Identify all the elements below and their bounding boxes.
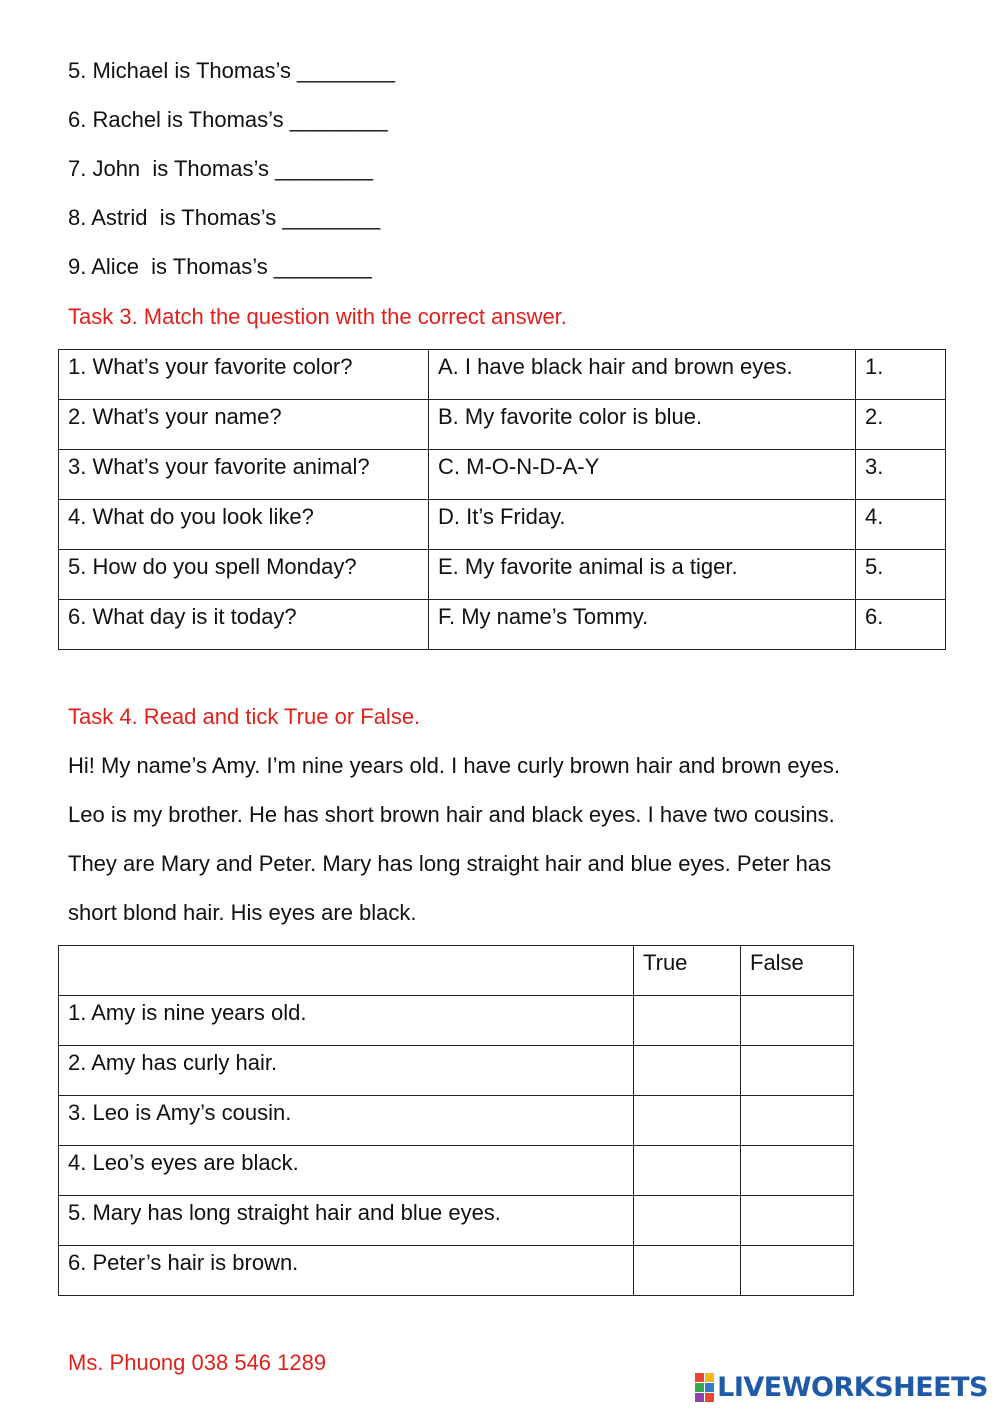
- false-header: False: [741, 946, 854, 996]
- false-tick-cell[interactable]: [741, 1146, 854, 1196]
- statement-cell: 1. Amy is nine years old.: [59, 996, 634, 1046]
- true-false-table: [58, 945, 854, 1296]
- table-row: [59, 1046, 854, 1096]
- match-cell[interactable]: 1.: [856, 350, 946, 400]
- passage-line: short blond hair. His eyes are black.: [68, 900, 417, 925]
- table-header-row: [59, 946, 854, 996]
- question-cell: 6. What day is it today?: [59, 600, 429, 650]
- match-cell[interactable]: 4.: [856, 500, 946, 550]
- false-tick-cell[interactable]: [741, 1046, 854, 1096]
- passage-line: Hi! My name’s Amy. I’m nine years old. I have curly brown hair and brown eyes.: [68, 753, 840, 778]
- task3-table: [58, 349, 946, 650]
- blank-header-cell: [59, 946, 634, 996]
- true-tick-cell[interactable]: [634, 1196, 741, 1246]
- statement-cell: 6. Peter’s hair is brown.: [59, 1246, 634, 1296]
- true-header: True: [634, 946, 741, 996]
- table-row: [59, 550, 946, 600]
- false-tick-cell[interactable]: [741, 1096, 854, 1146]
- table-row: [59, 500, 946, 550]
- true-tick-cell[interactable]: [634, 996, 741, 1046]
- table-row: [59, 600, 946, 650]
- false-tick-cell[interactable]: [741, 996, 854, 1046]
- question-cell: 1. What’s your favorite color?: [59, 350, 429, 400]
- false-tick-cell[interactable]: [741, 1196, 854, 1246]
- table-row: [59, 350, 946, 400]
- table-row: [59, 400, 946, 450]
- true-tick-cell[interactable]: [634, 1046, 741, 1096]
- table-row: [59, 1196, 854, 1246]
- passage-line: They are Mary and Peter. Mary has long straight hair and blue eyes. Peter has: [68, 851, 832, 876]
- brand-name: LIVEWORKSHEETS: [717, 1372, 988, 1403]
- answer-cell: A. I have black hair and brown eyes.: [429, 350, 856, 400]
- statement-cell: 2. Amy has curly hair.: [59, 1046, 634, 1096]
- task4-title: Task 4. Read and tick True or False.: [68, 704, 421, 729]
- task2-item: 8. Astrid is Thomas’s ________: [68, 205, 381, 230]
- true-tick-cell[interactable]: [634, 1096, 741, 1146]
- table-row: [59, 1246, 854, 1296]
- table-row: [59, 1146, 854, 1196]
- table-row: [59, 450, 946, 500]
- question-cell: 2. What’s your name?: [59, 400, 429, 450]
- passage-line: Leo is my brother. He has short brown hair and black eyes. I have two cousins.: [68, 802, 835, 827]
- task3-title: Task 3. Match the question with the correct answer.: [68, 304, 567, 329]
- match-cell[interactable]: 6.: [856, 600, 946, 650]
- liveworksheets-logo[interactable]: [695, 1372, 988, 1403]
- task2-item: 7. John is Thomas’s ________: [68, 156, 373, 181]
- match-cell[interactable]: 2.: [856, 400, 946, 450]
- true-tick-cell[interactable]: [634, 1146, 741, 1196]
- statement-cell: 5. Mary has long straight hair and blue eyes.: [59, 1196, 634, 1246]
- match-cell[interactable]: 5.: [856, 550, 946, 600]
- task2-item: 5. Michael is Thomas’s ________: [68, 58, 395, 83]
- table-row: [59, 996, 854, 1046]
- false-tick-cell[interactable]: [741, 1246, 854, 1296]
- task2-item: 9. Alice is Thomas’s ________: [68, 254, 372, 279]
- question-cell: 5. How do you spell Monday?: [59, 550, 429, 600]
- answer-cell: C. M-O-N-D-A-Y: [429, 450, 856, 500]
- question-cell: 4. What do you look like?: [59, 500, 429, 550]
- answer-cell: D. It’s Friday.: [429, 500, 856, 550]
- answer-cell: B. My favorite color is blue.: [429, 400, 856, 450]
- match-cell[interactable]: 3.: [856, 450, 946, 500]
- table-row: [59, 1096, 854, 1146]
- question-cell: 3. What’s your favorite animal?: [59, 450, 429, 500]
- true-tick-cell[interactable]: [634, 1246, 741, 1296]
- author-credit: Ms. Phuong 038 546 1289: [68, 1350, 327, 1375]
- liveworksheets-logo-icon: [695, 1373, 714, 1402]
- answer-cell: F. My name’s Tommy.: [429, 600, 856, 650]
- statement-cell: 3. Leo is Amy’s cousin.: [59, 1096, 634, 1146]
- statement-cell: 4. Leo’s eyes are black.: [59, 1146, 634, 1196]
- task2-item: 6. Rachel is Thomas’s ________: [68, 107, 388, 132]
- answer-cell: E. My favorite animal is a tiger.: [429, 550, 856, 600]
